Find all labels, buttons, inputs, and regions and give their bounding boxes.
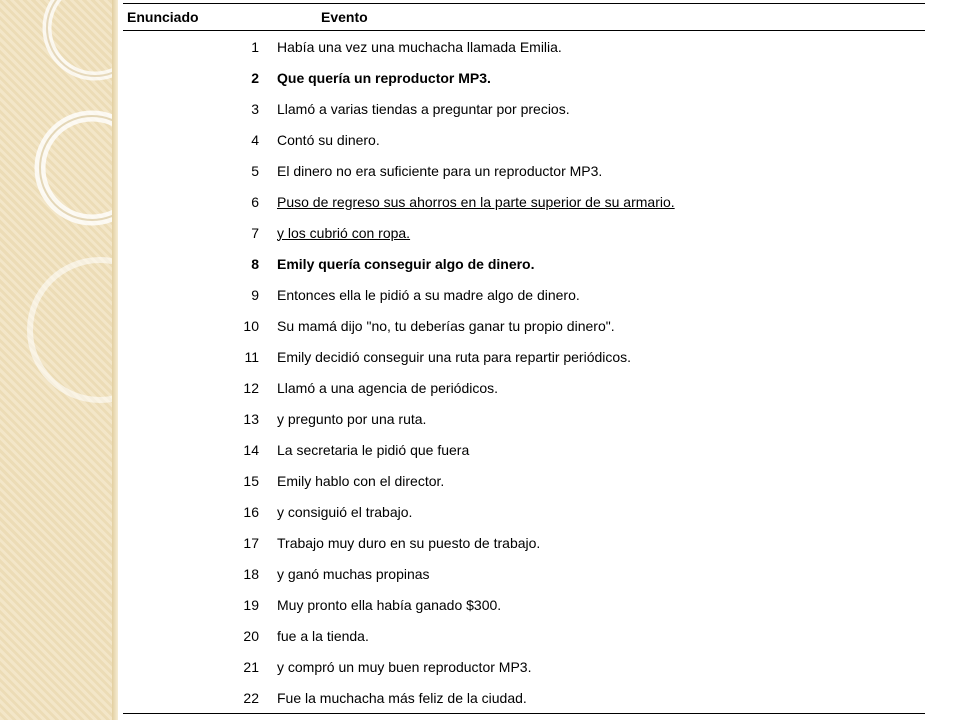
row-number-cell bbox=[123, 186, 259, 217]
row-number: 22 bbox=[243, 689, 259, 706]
row-number: 17 bbox=[243, 534, 259, 551]
row-number-cell bbox=[123, 527, 259, 558]
row-event-cell bbox=[259, 279, 925, 310]
row-event-cell bbox=[259, 62, 925, 93]
row-event-text: y consiguió el trabajo. bbox=[277, 503, 413, 520]
table-row bbox=[123, 93, 925, 124]
row-number-cell bbox=[123, 341, 259, 372]
row-number-cell bbox=[123, 62, 259, 93]
decorative-circle-top-outline bbox=[47, 0, 112, 76]
row-number: 10 bbox=[243, 317, 259, 334]
row-number-cell bbox=[123, 31, 259, 63]
table-row bbox=[123, 620, 925, 651]
table-body bbox=[123, 31, 925, 714]
row-number-cell bbox=[123, 682, 259, 714]
row-number: 18 bbox=[243, 565, 259, 582]
row-event-cell bbox=[259, 527, 925, 558]
row-event-text: Llamó a varias tiendas a preguntar por precios. bbox=[277, 100, 570, 117]
table-row bbox=[123, 527, 925, 558]
header-evento: Evento bbox=[259, 4, 925, 31]
row-event-text: y pregunto por una ruta. bbox=[277, 410, 427, 427]
row-event-text: Había una vez una muchacha llamada Emilia. bbox=[277, 38, 562, 55]
decorative-circle-lower bbox=[30, 260, 112, 400]
row-number-cell bbox=[123, 558, 259, 589]
row-event-text: Emily quería conseguir algo de dinero. bbox=[277, 255, 535, 272]
row-event-cell bbox=[259, 682, 925, 714]
table-row bbox=[123, 589, 925, 620]
row-number: 2 bbox=[251, 69, 259, 86]
row-number: 15 bbox=[243, 472, 259, 489]
sidebar-edge bbox=[112, 0, 118, 720]
table-row bbox=[123, 155, 925, 186]
row-number-cell bbox=[123, 279, 259, 310]
row-event-text: Contó su dinero. bbox=[277, 131, 380, 148]
row-number: 20 bbox=[243, 627, 259, 644]
header-enunciado: Enunciado bbox=[123, 4, 259, 31]
row-number-cell bbox=[123, 155, 259, 186]
events-table bbox=[123, 3, 925, 714]
row-number: 6 bbox=[251, 193, 259, 210]
row-event-text: El dinero no era suficiente para un reproductor MP3. bbox=[277, 162, 603, 179]
row-event-cell bbox=[259, 341, 925, 372]
row-number: 7 bbox=[251, 224, 259, 241]
row-number: 16 bbox=[243, 503, 259, 520]
row-event-cell bbox=[259, 589, 925, 620]
table-row bbox=[123, 248, 925, 279]
row-event-cell bbox=[259, 186, 925, 217]
table-row bbox=[123, 558, 925, 589]
row-event-cell bbox=[259, 651, 925, 682]
row-event-cell bbox=[259, 403, 925, 434]
row-event-text: Puso de regreso sus ahorros en la parte superior de su armario. bbox=[277, 193, 675, 210]
table-row bbox=[123, 651, 925, 682]
row-event-cell bbox=[259, 310, 925, 341]
table-row bbox=[123, 341, 925, 372]
row-event-text: Entonces ella le pidió a su madre algo de dinero. bbox=[277, 286, 580, 303]
row-number-cell bbox=[123, 434, 259, 465]
table-row bbox=[123, 465, 925, 496]
row-event-cell bbox=[259, 124, 925, 155]
table-row bbox=[123, 403, 925, 434]
row-number-cell bbox=[123, 217, 259, 248]
decorative-circles bbox=[0, 0, 112, 720]
row-event-text: Su mamá dijo "no, tu deberías ganar tu propio dinero". bbox=[277, 317, 615, 334]
row-event-text: Trabajo muy duro en su puesto de trabajo. bbox=[277, 534, 541, 551]
row-event-cell bbox=[259, 155, 925, 186]
row-number-cell bbox=[123, 372, 259, 403]
row-event-cell bbox=[259, 217, 925, 248]
row-event-text: Que quería un reproductor MP3. bbox=[277, 69, 491, 86]
row-number: 19 bbox=[243, 596, 259, 613]
table-row bbox=[123, 682, 925, 714]
row-event-cell bbox=[259, 558, 925, 589]
row-number: 4 bbox=[251, 131, 259, 148]
row-event-cell bbox=[259, 496, 925, 527]
table-row bbox=[123, 186, 925, 217]
row-event-text: Llamó a una agencia de periódicos. bbox=[277, 379, 499, 396]
row-number-cell bbox=[123, 93, 259, 124]
row-event-text: y los cubrió con ropa. bbox=[277, 224, 411, 241]
row-number: 14 bbox=[243, 441, 259, 458]
row-event-cell bbox=[259, 248, 925, 279]
row-event-cell bbox=[259, 372, 925, 403]
table-header-row bbox=[123, 4, 925, 31]
row-event-cell bbox=[259, 434, 925, 465]
decorative-circle-top bbox=[47, 0, 112, 76]
row-number: 11 bbox=[244, 348, 259, 365]
row-number-cell bbox=[123, 651, 259, 682]
row-event-cell bbox=[259, 93, 925, 124]
table-row bbox=[123, 496, 925, 527]
row-number-cell bbox=[123, 589, 259, 620]
row-event-cell bbox=[259, 620, 925, 651]
row-event-text: La secretaria le pidió que fuera bbox=[277, 441, 470, 458]
row-event-text: Emily decidió conseguir una ruta para repartir periódicos. bbox=[277, 348, 632, 365]
row-number: 5 bbox=[251, 162, 259, 179]
row-number-cell bbox=[123, 310, 259, 341]
table-row bbox=[123, 372, 925, 403]
decorative-sidebar bbox=[0, 0, 112, 720]
table-row bbox=[123, 124, 925, 155]
table-header bbox=[123, 4, 925, 31]
table-row bbox=[123, 31, 925, 63]
row-number-cell bbox=[123, 465, 259, 496]
table-row bbox=[123, 62, 925, 93]
row-number: 1 bbox=[251, 38, 259, 55]
row-number: 21 bbox=[243, 658, 259, 675]
decorative-circle-middle bbox=[40, 116, 112, 220]
row-number: 12 bbox=[243, 379, 259, 396]
row-event-text: Fue la muchacha más feliz de la ciudad. bbox=[277, 689, 527, 706]
row-event-cell bbox=[259, 31, 925, 63]
row-event-text: Emily hablo con el director. bbox=[277, 472, 445, 489]
row-event-text: fue a la tienda. bbox=[277, 627, 369, 644]
row-number-cell bbox=[123, 124, 259, 155]
row-number-cell bbox=[123, 248, 259, 279]
row-number-cell bbox=[123, 496, 259, 527]
table-row bbox=[123, 279, 925, 310]
row-event-text: y compró un muy buen reproductor MP3. bbox=[277, 658, 532, 675]
row-number: 9 bbox=[251, 286, 259, 303]
table-row bbox=[123, 310, 925, 341]
row-number: 8 bbox=[251, 255, 259, 272]
row-event-cell bbox=[259, 465, 925, 496]
row-number: 13 bbox=[243, 410, 259, 427]
row-number-cell bbox=[123, 403, 259, 434]
row-number-cell bbox=[123, 620, 259, 651]
row-event-text: y ganó muchas propinas bbox=[277, 565, 430, 582]
row-event-text: Muy pronto ella había ganado $300. bbox=[277, 596, 502, 613]
table-row bbox=[123, 434, 925, 465]
table-row bbox=[123, 217, 925, 248]
row-number: 3 bbox=[251, 100, 259, 117]
